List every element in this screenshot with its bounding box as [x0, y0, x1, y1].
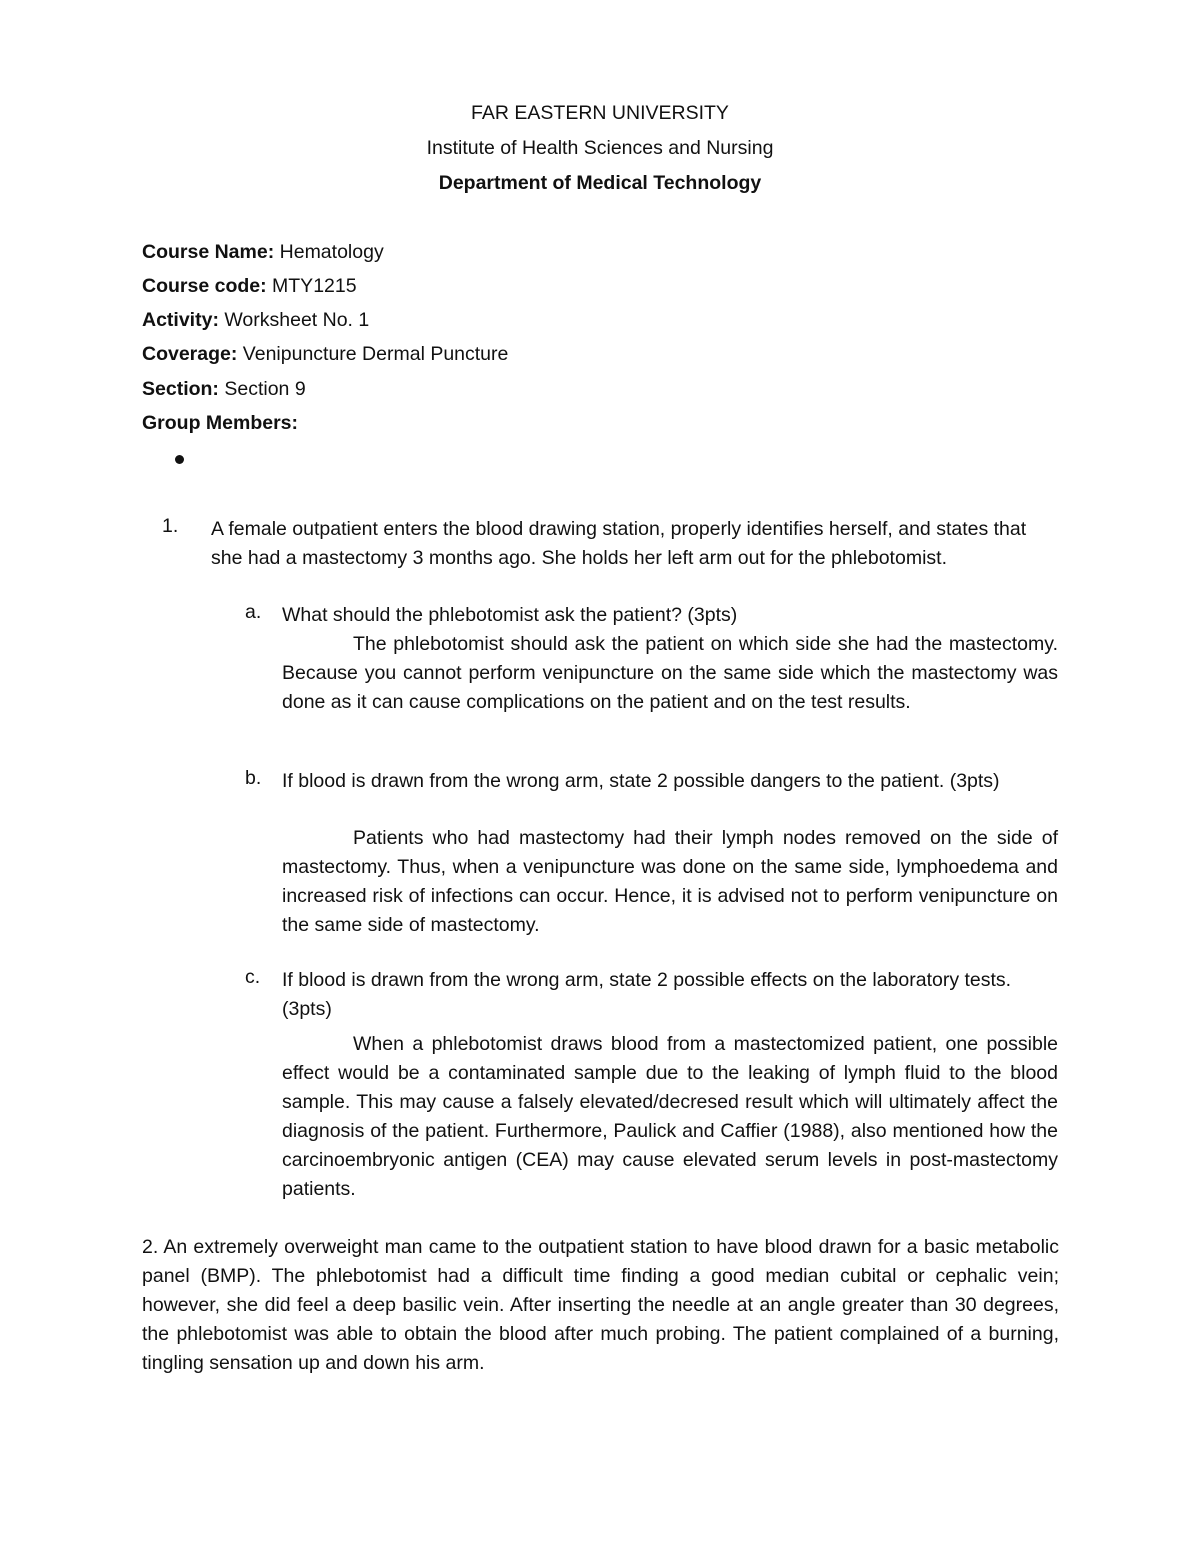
section-value: Section 9 — [224, 378, 306, 400]
question-1-text: A female outpatient enters the blood drawing station, properly identifies herself, and states that she had a mastectomy 3 months ago. She holds her left arm out for the phlebotomist. — [211, 518, 1027, 569]
question-1b-letter: b. — [245, 767, 262, 789]
answer-1b: Patients who had mastectomy had their lymph nodes removed on the side of mastectomy. Thus, when a venipuncture was done on the same side, lymphoedema and increased risk of infections can occur. Hence, it is advised not to perform venipuncture on the same side of mastectomy. — [282, 827, 1058, 936]
answer-1a: The phlebotomist should ask the patient on which side she had the mastectomy. Because you cannot perform venipuncture on the same side which the mastectomy was done as it can cause complications on the patient and on the test results. — [282, 633, 1058, 713]
coverage-label: Coverage: — [142, 343, 238, 365]
course-name-label: Course Name: — [142, 241, 275, 263]
question-1-number: 1. — [162, 515, 179, 537]
empty-bullet-icon — [175, 455, 184, 464]
course-code-label: Course code: — [142, 275, 267, 297]
question-1a-letter: a. — [245, 601, 262, 623]
section-line — [142, 378, 306, 401]
question-1b-text: If blood is drawn from the wrong arm, state 2 possible dangers to the patient. (3pts) — [282, 770, 1000, 792]
course-name-value: Hematology — [279, 241, 384, 263]
course-code-line — [142, 275, 357, 298]
group-members-line — [142, 412, 298, 435]
question-1a-text: What should the phlebotomist ask the patient? (3pts) — [282, 604, 738, 626]
department-name: Department of Medical Technology — [438, 172, 762, 194]
activity-value: Worksheet No. 1 — [224, 309, 370, 331]
answer-1c: When a phlebotomist draws blood from a mastectomized patient, one possible effect would be a contaminated sample due to the leaking of lymph fluid to the blood sample. This may cause a falsely elevated/decresed result which will ultimately affect the diagnosis of the patient. Furthermore, Paulick and Caffier (1988), also mentioned how the carcinoembryonic antigen (CEA) may cause elevated serum levels in post-mastectomy patients. — [282, 1033, 1058, 1200]
course-code-value: MTY1215 — [272, 275, 357, 297]
question-1c-letter: c. — [245, 966, 261, 988]
university-name: FAR EASTERN UNIVERSITY — [471, 102, 729, 124]
activity-label: Activity: — [142, 309, 219, 331]
coverage-value: Venipuncture Dermal Puncture — [242, 343, 509, 365]
institute-name: Institute of Health Sciences and Nursing — [426, 137, 774, 159]
activity-line — [142, 309, 369, 332]
coverage-line — [142, 343, 508, 366]
section-label: Section: — [142, 378, 219, 400]
group-members-label: Group Members: — [142, 412, 299, 434]
question-1c-text: If blood is drawn from the wrong arm, state 2 possible effects on the laboratory tests. (3pts) — [282, 969, 1012, 1020]
question-2-text: 2. An extremely overweight man came to the outpatient station to have blood drawn for a basic metabolic panel (BMP). The phlebotomist had a difficult time finding a good median cubital or cephalic vein; however, she did feel a deep basilic vein. After inserting the needle at an angle greater than 30 degrees, the phlebotomist was able to obtain the blood after much probing. The patient complained of a burning, tingling sensation up and down his arm. — [142, 1236, 1059, 1374]
course-name-line — [142, 241, 384, 264]
